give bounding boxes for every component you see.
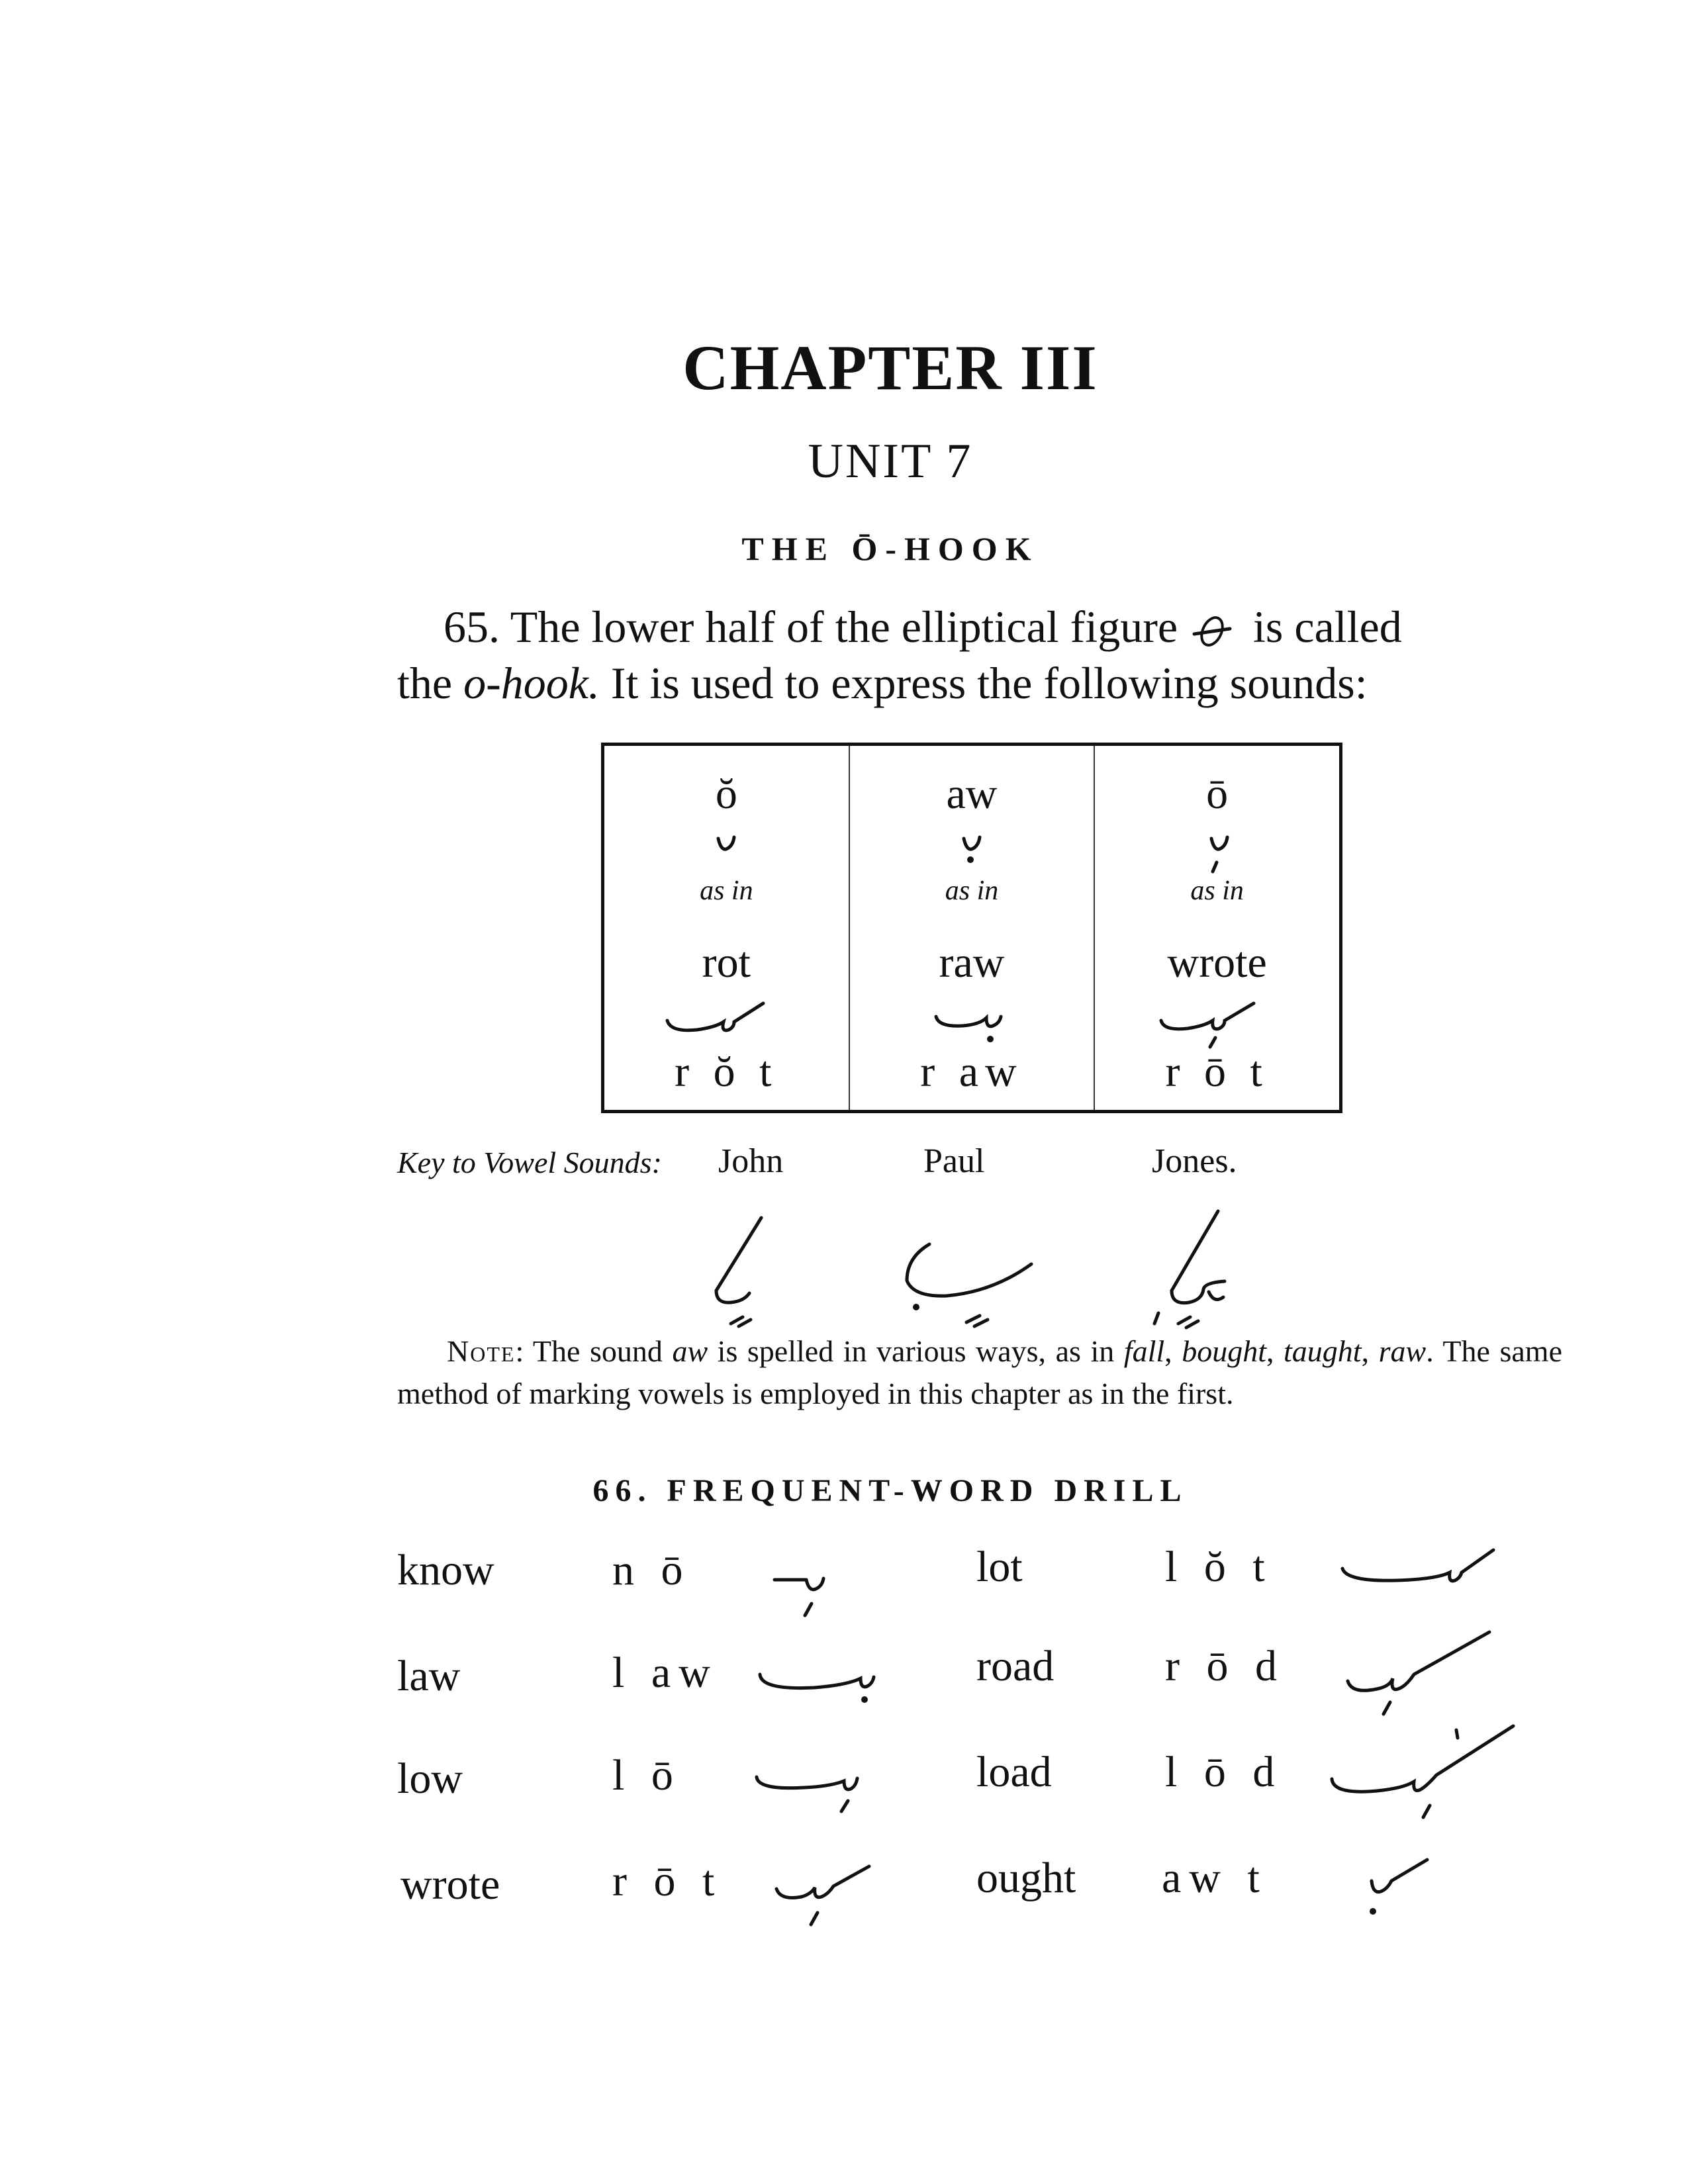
note-paragraph: Note: The sound aw is spelled in various ways, as in fall, bought, taught, raw. The same method of marking vowels is employed in this chapter as in the first. bbox=[397, 1334, 1563, 1410]
vowel-sound: ŏ bbox=[715, 770, 737, 818]
paragraph-text: The lower half of the elliptical figure bbox=[510, 602, 1178, 652]
drill-word: road bbox=[976, 1642, 1055, 1690]
o-hook-dash-symbol-icon bbox=[1095, 825, 1339, 878]
drill-word: law bbox=[397, 1652, 461, 1700]
key-word-john: John bbox=[718, 1142, 784, 1180]
drill-spelling: l aw bbox=[612, 1649, 718, 1697]
unit-title: UNIT 7 bbox=[808, 434, 973, 488]
paragraph-65-line-1 bbox=[397, 599, 1562, 655]
shorthand-lot-icon bbox=[1337, 1542, 1536, 1641]
paragraph-text: the bbox=[397, 658, 453, 708]
shorthand-wrote-drill-icon bbox=[771, 1853, 970, 1952]
shorthand-paul-icon bbox=[887, 1205, 1046, 1330]
shorthand-low-icon bbox=[745, 1751, 943, 1850]
as-in-label: as in bbox=[1190, 876, 1244, 906]
drill-word: know bbox=[397, 1546, 494, 1594]
shorthand-jones-icon bbox=[1145, 1205, 1291, 1330]
vowel-column bbox=[604, 746, 850, 1110]
vowel-sound: aw bbox=[946, 770, 998, 818]
vowel-column bbox=[1095, 746, 1339, 1110]
key-label: Key to Vowel Sounds: bbox=[397, 1146, 662, 1179]
drill-title: 66. FREQUENT-WORD DRILL bbox=[592, 1473, 1188, 1508]
drill-word: ought bbox=[976, 1854, 1076, 1902]
key-word-jones: Jones. bbox=[1152, 1142, 1237, 1180]
note-example: taught bbox=[1284, 1334, 1362, 1368]
paragraph-text: It is used to express the following sounds: bbox=[599, 658, 1368, 708]
note-example: fall bbox=[1123, 1334, 1165, 1368]
o-hook-term: o-hook. bbox=[463, 658, 600, 708]
shorthand-load-icon bbox=[1324, 1721, 1523, 1820]
o-hook-symbol-icon bbox=[604, 825, 849, 878]
spelled-sound: r ŏ t bbox=[675, 1048, 778, 1096]
drill-spelling: aw t bbox=[1162, 1854, 1268, 1902]
vowel-table bbox=[601, 743, 1342, 1113]
key-word-paul: Paul bbox=[923, 1142, 985, 1180]
shorthand-road-icon bbox=[1337, 1628, 1536, 1727]
drill-word: load bbox=[976, 1748, 1052, 1796]
vowel-sound: ō bbox=[1206, 770, 1229, 818]
o-hook-dot-symbol-icon bbox=[850, 825, 1094, 878]
shorthand-john-icon bbox=[688, 1205, 834, 1330]
shorthand-rot-icon bbox=[604, 1001, 849, 1054]
note-text: is spelled in various ways, as in bbox=[708, 1334, 1124, 1368]
drill-spelling: l ŏ t bbox=[1165, 1543, 1273, 1591]
drill-word: low bbox=[397, 1754, 463, 1803]
drill-spelling: r ō d bbox=[1165, 1642, 1285, 1690]
note-example: bought bbox=[1182, 1334, 1266, 1368]
spelled-sound: r aw bbox=[920, 1048, 1023, 1096]
section-title: THE Ō-HOOK bbox=[741, 530, 1039, 567]
shorthand-law-icon bbox=[748, 1648, 947, 1747]
as-in-label: as in bbox=[945, 876, 999, 906]
shorthand-raw-icon bbox=[850, 1001, 1094, 1054]
drill-word: wrote bbox=[400, 1860, 500, 1909]
drill-spelling: r ō t bbox=[612, 1857, 723, 1905]
note-example: raw bbox=[1378, 1334, 1427, 1368]
drill-word: lot bbox=[976, 1543, 1023, 1591]
note-text: : The sound bbox=[515, 1334, 673, 1368]
note-aw: aw bbox=[672, 1334, 708, 1368]
shorthand-know-icon bbox=[761, 1552, 960, 1651]
paragraph-65-line-2 bbox=[397, 655, 1562, 711]
paragraph-text: is called bbox=[1253, 602, 1402, 652]
example-word: raw bbox=[939, 938, 1005, 987]
note-text: . The same method of marking vowels is employed in this chapter as in the first. bbox=[397, 1334, 1563, 1410]
spelled-sound: r ō t bbox=[1165, 1048, 1269, 1096]
elliptical-figure-icon bbox=[1189, 612, 1242, 651]
vowel-column bbox=[850, 746, 1096, 1110]
drill-spelling: n ō bbox=[612, 1546, 691, 1594]
chapter-title: CHAPTER III bbox=[682, 332, 1098, 403]
note-label: Note bbox=[447, 1334, 516, 1368]
shorthand-ought-icon bbox=[1357, 1846, 1556, 1946]
shorthand-wrote-icon bbox=[1095, 1001, 1339, 1054]
example-word: wrote bbox=[1167, 938, 1267, 987]
as-in-label: as in bbox=[700, 876, 753, 906]
drill-spelling: l ō bbox=[612, 1751, 681, 1799]
example-word: rot bbox=[702, 938, 751, 987]
drill-spelling: l ō d bbox=[1165, 1748, 1283, 1796]
paragraph-number: 65. bbox=[444, 602, 500, 652]
